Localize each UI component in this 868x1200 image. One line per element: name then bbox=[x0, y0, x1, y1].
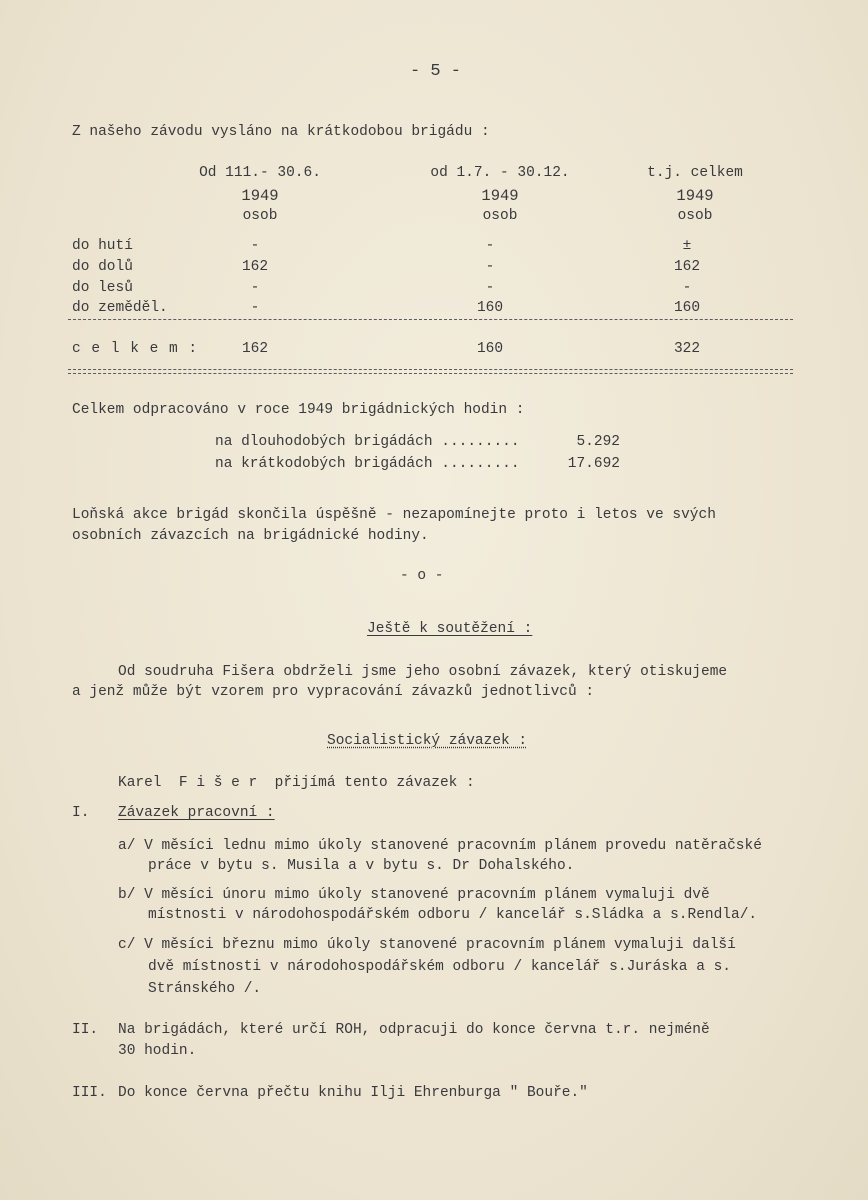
row-cell: 160 bbox=[476, 300, 504, 316]
item-a-line-1: a/ V měsíci lednu mimo úkoly stanovené pracovním plánem provedu natěračské bbox=[118, 838, 762, 854]
row-cell: - bbox=[250, 238, 260, 254]
row-cell: - bbox=[485, 259, 495, 275]
total-cell: 322 bbox=[673, 341, 701, 357]
item-1-title: Závazek pracovní : bbox=[118, 805, 275, 821]
item-3-number: III. bbox=[72, 1085, 107, 1101]
row-cell: 160 bbox=[673, 300, 701, 316]
hours-intro: Celkem odpracováno v roce 1949 brigádnických hodin : bbox=[72, 402, 525, 418]
item-b-line-2: místnosti v národohospodářském odboru / kancelář s.Sládka a s.Rendla/. bbox=[148, 907, 758, 923]
page-number: - 5 - bbox=[410, 62, 462, 81]
item-c-line-1: c/ V měsíci březnu mimo úkoly stanovené pracovním plánem vymaluji další bbox=[118, 937, 736, 953]
header-1-line3: osob bbox=[242, 208, 278, 224]
item-c-line-2: dvě místnosti v národohospodářském odboru / kancelář s.Juráska a s. bbox=[148, 959, 731, 975]
hours-line-label: na krátkodobých brigádách ......... bbox=[215, 456, 520, 472]
total-label: c e l k e m : bbox=[72, 341, 199, 357]
item-2-number: II. bbox=[72, 1022, 99, 1038]
total-cell: 162 bbox=[241, 341, 269, 357]
item-2-line-2: 30 hodin. bbox=[118, 1043, 197, 1059]
row-cell: ± bbox=[682, 238, 692, 254]
total-cell: 160 bbox=[476, 341, 504, 357]
intro-text: Z našeho závodu vysláno na krátkodobou brigádu : bbox=[72, 124, 490, 140]
item-1-number: I. bbox=[72, 805, 90, 821]
row-cell: - bbox=[250, 300, 260, 316]
item-3-line-1: Do konce června přečtu knihu Ilji Ehrenburga " Bouře." bbox=[118, 1085, 588, 1101]
separator: - o - bbox=[400, 568, 444, 584]
header-1-line2: 1949 bbox=[241, 187, 279, 205]
header-1-line1: Od 111.- 30.6. bbox=[199, 165, 321, 181]
hours-line-value: 17.692 bbox=[567, 456, 620, 472]
header-2-line3: osob bbox=[482, 208, 518, 224]
table-bottom-rule bbox=[68, 369, 793, 370]
item-c-line-3: Stránského /. bbox=[148, 981, 262, 997]
table-bottom-rule-2 bbox=[68, 373, 793, 374]
row-cell: 162 bbox=[673, 259, 701, 275]
hours-line-value: 5.292 bbox=[576, 434, 620, 450]
row-cell: - bbox=[485, 280, 495, 296]
header-3-line1: t.j. celkem bbox=[647, 165, 743, 181]
row-label: do lesů bbox=[72, 280, 133, 296]
row-cell: - bbox=[485, 238, 495, 254]
row-label: do hutí bbox=[72, 238, 133, 254]
item-a-line-2: práce v bytu s. Musila a v bytu s. Dr Dohalského. bbox=[148, 858, 575, 874]
item-b-line-1: b/ V měsíci únoru mimo úkoly stanovené pracovním plánem vymaluji dvě bbox=[118, 887, 710, 903]
header-3-line3: osob bbox=[677, 208, 713, 224]
section-title: Ještě k soutěžení : bbox=[367, 621, 533, 637]
section-para-line-1: Od soudruha Fišera obdrželi jsme jeho osobní závazek, který otiskujeme bbox=[118, 664, 728, 680]
table-divider bbox=[68, 319, 793, 320]
closing-line-1: Loňská akce brigád skončila úspěšně - nezapomínejte proto i letos ve svých bbox=[72, 507, 716, 523]
header-3-line2: 1949 bbox=[676, 187, 714, 205]
hours-line-label: na dlouhodobých brigádách ......... bbox=[215, 434, 520, 450]
pledge-intro: Karel F i š e r přijímá tento závazek : bbox=[118, 775, 475, 791]
header-2-line1: od 1.7. - 30.12. bbox=[430, 165, 570, 181]
row-label: do zeměděl. bbox=[72, 300, 168, 316]
section-para-line-2: a jenž může být vzorem pro vypracování závazků jednotlivců : bbox=[72, 684, 595, 700]
item-2-line-1: Na brigádách, které určí ROH, odpracuji do konce června t.r. nejméně bbox=[118, 1022, 710, 1038]
row-cell: - bbox=[682, 280, 692, 296]
row-cell: 162 bbox=[241, 259, 269, 275]
header-2-line2: 1949 bbox=[481, 187, 519, 205]
row-label: do dolů bbox=[72, 259, 133, 275]
pledge-title: Socialistický závazek : bbox=[327, 733, 528, 749]
row-cell: - bbox=[250, 280, 260, 296]
closing-line-2: osobních závazcích na brigádnické hodiny. bbox=[72, 528, 429, 544]
